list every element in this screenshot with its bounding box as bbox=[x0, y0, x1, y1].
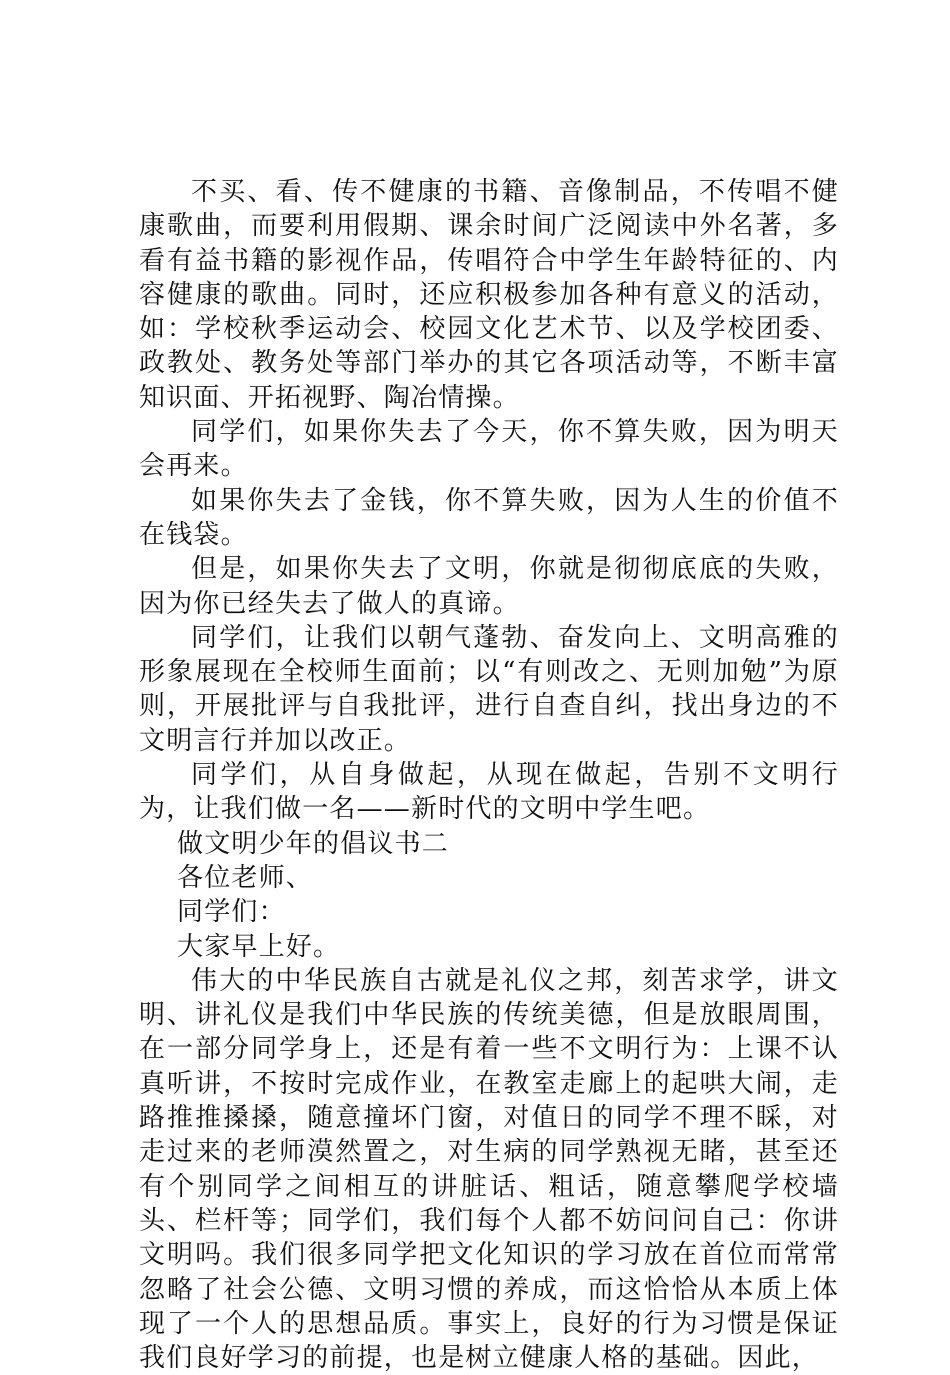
salutation-line-2: 同学们： bbox=[177, 897, 286, 928]
section-title: 做文明少年的倡议书二 bbox=[177, 828, 450, 859]
paragraph-3: 如果你失去了金钱，你不算失败，因为人生的价值不在钱袋。 bbox=[139, 485, 839, 550]
salutation-line-1: 各位老师、 bbox=[177, 862, 314, 893]
paragraph-5: 同学们，让我们以朝气蓬勃、奋发向上、文明高雅的形象展现在全校师生面前；以“有则改之、无则加勉”为原则，开展批评与自我批评，进行自查自纠，找出身边的不文明言行并加以改正。 bbox=[139, 622, 839, 756]
document-body bbox=[139, 175, 839, 1375]
body-paragraph: 伟大的中华民族自古就是礼仪之邦，刻苦求学，讲文明、讲礼仪是我们中华民族的传统美德，但是放眼周围，在一部分同学身上，还是有着一些不文明行为：上课不认真听讲，不按时完成作业，在教室走廊上的起哄大闹，走路推推搡搡，随意撞坏门窗，对值日的同学不理不睬，对走过来的老师漠然置之，对生病的同学熟视无睹，甚至还有个别同学之间相互的讲脏话、粗话，随意攀爬学校墙头、栏杆等；同学们，我们每个人都不妨问问自己：你讲文明吗。我们很多同学把文化知识的学习放在首位而常常忽略了社会公德、文明习惯的养成，而这恰恰从本质上体现了一个人的思想品质。事实上，良好的行为习惯是保证我们良好学习的前提，也是树立健康人格的基础。因此， bbox=[139, 965, 839, 1374]
paragraph-4: 但是，如果你失去了文明，你就是彻彻底底的失败，因为你已经失去了做人的真谛。 bbox=[139, 554, 839, 619]
paragraph-6: 同学们，从自身做起，从现在做起，告别不文明行为，让我们做一名——新时代的文明中学生吧。 bbox=[139, 760, 839, 825]
paragraph-2: 同学们，如果你失去了今天，你不算失败，因为明天会再来。 bbox=[139, 417, 839, 482]
paragraph-1: 不买、看、传不健康的书籍、音像制品，不传唱不健康歌曲，而要利用假期、课余时间广泛阅读中外名著，多看有益书籍的影视作品，传唱符合中学生年龄特征的、内容健康的歌曲。同时，还应积极参加各种有意义的活动，如：学校秋季运动会、校园文化艺术节、以及学校团委、政教处、教务处等部门举办的其它各项活动等，不断丰富知识面、开拓视野、陶冶情操。 bbox=[139, 177, 839, 413]
greeting: 大家早上好。 bbox=[177, 931, 341, 962]
